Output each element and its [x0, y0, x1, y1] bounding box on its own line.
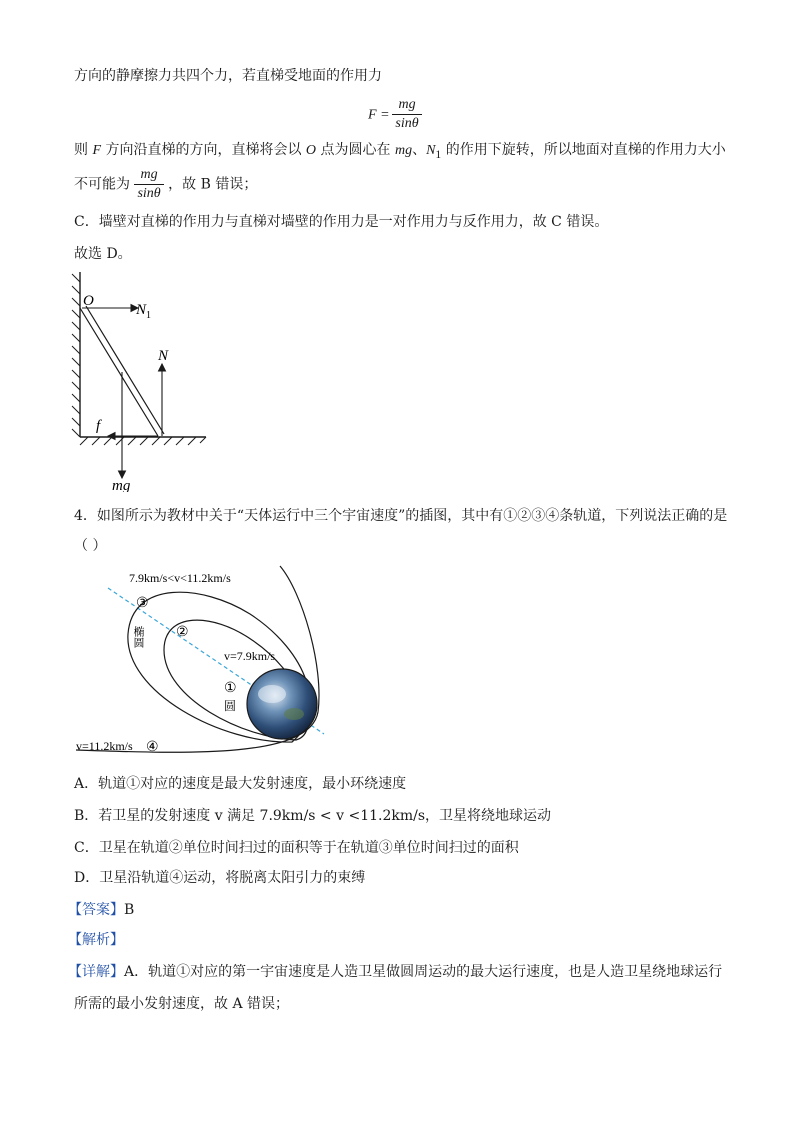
speed-second: v=11.2km/s: [76, 739, 133, 753]
label-n: N: [158, 348, 169, 364]
formula-f: F = $\frac{mg}{\sin\theta}$: [368, 96, 422, 133]
option-d: D．卫星沿轨道④运动，将脱离太阳引力的束缚: [74, 870, 366, 886]
orbit-label-3: ③: [136, 596, 149, 611]
ladder: [80, 308, 158, 436]
earth: [247, 669, 317, 739]
analysis-heading: 【解析】: [68, 932, 124, 948]
orbit-label-1: ①: [224, 681, 237, 696]
text-line: C．墙壁对直梯的作用力与直梯对墙壁的作用力是一对作用力与反作用力，故 C 错误。: [74, 214, 609, 230]
orbit-label-4: ④: [146, 740, 159, 755]
option-b: B．若卫星的发射速度 v 满足 7.9km/s < v <11.2km/s，卫星将绕地球运动: [74, 808, 552, 824]
text-line: 则 F 方向沿直梯的方向，直梯将会以 O 点为圆心在 mg、$N_1$ 的作用下旋转，所以地面对直梯的作用力大小: [74, 142, 726, 161]
speed-first: v=7.9km/s: [224, 649, 276, 663]
detail-line-2: 所需的最小发射速度，故 A 错误；: [74, 996, 290, 1012]
ground-hatch: [80, 437, 206, 445]
text-line: 不可能为 $\frac{mg}{\sin\theta}$ ，故 B 错误；: [74, 167, 258, 201]
detail-line: 【详解】A．轨道①对应的第一宇宙速度是人造卫星做圆周运动的最大运行速度，也是人造卫星绕地球运行: [68, 964, 723, 980]
fraction: $\frac{mg}{\sin\theta}$: [134, 166, 163, 203]
ellipse-label: 椭圆: [132, 626, 144, 648]
ladder-diagram: [68, 272, 218, 492]
label-o: O: [83, 293, 94, 309]
fraction: $\frac{mg}{\sin\theta}$: [392, 96, 421, 133]
label-f: f: [96, 418, 101, 434]
text-line: 方向的静摩擦力共四个力，若直梯受地面的作用力: [74, 68, 382, 84]
circle-label: 圆: [224, 699, 237, 713]
answer-line: 【答案】B: [68, 902, 135, 918]
speed-range: 7.9km/s<v<11.2km/s: [129, 571, 231, 585]
option-c: C．卫星在轨道②单位时间扫过的面积等于在轨道③单位时间扫过的面积: [74, 840, 519, 856]
orbit-diagram: [72, 562, 372, 762]
wall-hatch: [72, 274, 80, 437]
option-a: A．轨道①对应的速度是最大发射速度，最小环绕速度: [74, 776, 407, 792]
text-line: 故选 D。: [74, 246, 132, 262]
label-mg: mg: [112, 478, 131, 492]
question-stem: 4．如图所示为教材中关于“天体运行中三个宇宙速度”的插图，其中有①②③④条轨道，下列说法正确的是: [74, 508, 728, 524]
label-n1: $N_1$: [136, 302, 152, 321]
answer-paren: （ ）: [74, 538, 107, 554]
orbit-label-2: ②: [176, 625, 189, 640]
